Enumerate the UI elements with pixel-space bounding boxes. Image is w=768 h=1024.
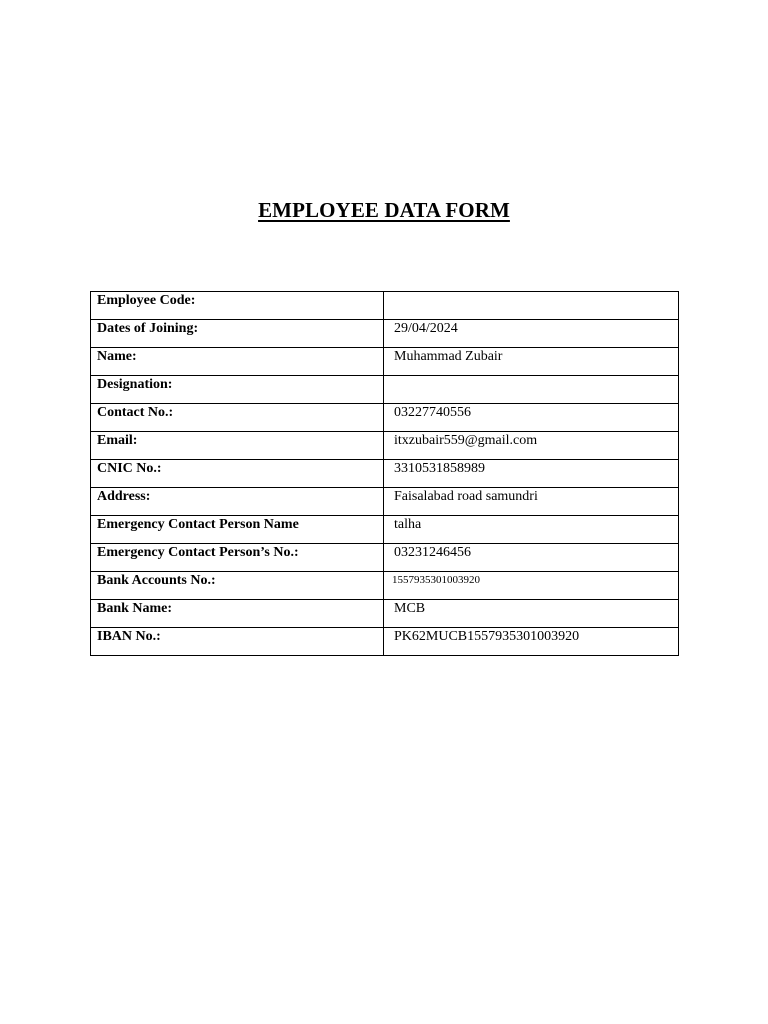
field-label-address: Address:: [91, 488, 384, 516]
table-row: [91, 292, 679, 320]
field-label-contact-no: Contact No.:: [91, 404, 384, 432]
table-row: [91, 404, 679, 432]
field-value-designation: [384, 376, 679, 404]
field-value-address: Faisalabad road samundri: [384, 488, 679, 516]
table-row: [91, 544, 679, 572]
field-label-cnic-no: CNIC No.:: [91, 460, 384, 488]
field-label-date-of-joining: Dates of Joining:: [91, 320, 384, 348]
field-value-emergency-contact-name: talha: [384, 516, 679, 544]
field-value-email: itxzubair559@gmail.com: [384, 432, 679, 460]
table-row: [91, 320, 679, 348]
field-value-iban-no: PK62MUCB1557935301003920: [384, 628, 679, 656]
table-row: [91, 376, 679, 404]
employee-data-table: [90, 291, 679, 656]
field-value-bank-name: MCB: [384, 600, 679, 628]
field-label-employee-code: Employee Code:: [91, 292, 384, 320]
field-value-employee-code: [384, 292, 679, 320]
field-value-contact-no: 03227740556: [384, 404, 679, 432]
field-label-email: Email:: [91, 432, 384, 460]
table-row: [91, 488, 679, 516]
table-row: [91, 572, 679, 600]
field-label-emergency-contact-no: Emergency Contact Person’s No.:: [91, 544, 384, 572]
field-label-emergency-contact-name: Emergency Contact Person Name: [91, 516, 384, 544]
table-row: [91, 460, 679, 488]
field-label-bank-name: Bank Name:: [91, 600, 384, 628]
table-row: [91, 432, 679, 460]
field-value-emergency-contact-no: 03231246456: [384, 544, 679, 572]
field-value-cnic-no: 3310531858989: [384, 460, 679, 488]
table-row: [91, 516, 679, 544]
field-label-designation: Designation:: [91, 376, 384, 404]
field-label-bank-account-no: Bank Accounts No.:: [91, 572, 384, 600]
field-label-iban-no: IBAN No.:: [91, 628, 384, 656]
field-label-name: Name:: [91, 348, 384, 376]
table-row: [91, 348, 679, 376]
table-row: [91, 600, 679, 628]
table-row: [91, 628, 679, 656]
field-value-bank-account-no: 1557935301003920: [384, 572, 679, 600]
field-value-name: Muhammad Zubair: [384, 348, 679, 376]
field-value-date-of-joining: 29/04/2024: [384, 320, 679, 348]
page-title: EMPLOYEE DATA FORM: [258, 198, 510, 222]
